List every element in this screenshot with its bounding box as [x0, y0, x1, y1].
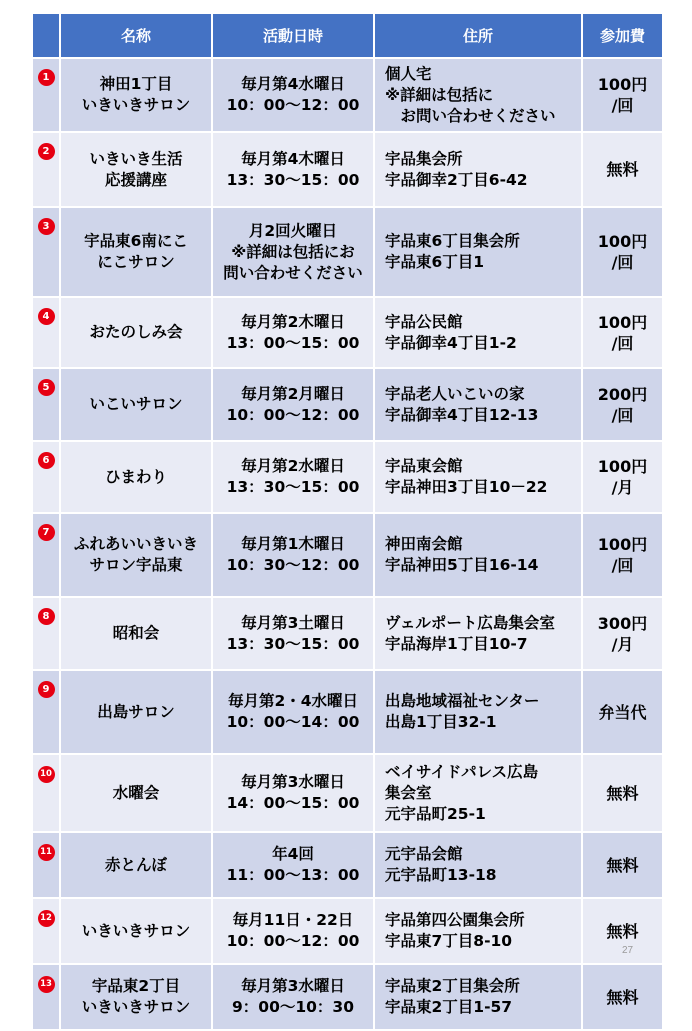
address-line: 宇品公民館	[385, 312, 463, 331]
address-line: 宇品御幸4丁目12-13	[385, 405, 539, 424]
activity-datetime-line: 毎月第2・4水曜日	[227, 692, 359, 710]
address-line: 宇品御幸2丁目6-42	[385, 170, 528, 189]
salon-name-line: 水曜会	[112, 783, 160, 802]
activity-datetime-line: 毎月第2月曜日	[241, 384, 345, 403]
row-number-cell	[32, 754, 60, 832]
table-row	[32, 58, 663, 132]
activity-datetime-cell	[212, 368, 374, 441]
address-line: ヴェルポート広島集会室	[385, 613, 555, 632]
row-number-badge: 3	[38, 218, 55, 235]
row-number-badge: 8	[38, 608, 55, 625]
table-row	[32, 513, 663, 597]
salon-name-line: 昭和会	[112, 624, 160, 642]
address-cell	[374, 207, 582, 297]
activity-datetime-cell	[212, 58, 374, 132]
header-number	[32, 13, 60, 58]
activity-datetime-cell	[212, 207, 374, 297]
table-row	[32, 754, 663, 832]
address-cell	[374, 670, 582, 754]
address-cell	[374, 964, 582, 1030]
activity-datetime-line: 10：30～12：00	[226, 556, 360, 574]
header-fee: 参加費	[582, 13, 663, 58]
address-cell	[374, 513, 582, 597]
fee-line: 100円	[597, 535, 648, 554]
table-header	[32, 13, 663, 58]
fee-line: /回	[611, 333, 634, 353]
activity-datetime-line: 毎月第4水曜日	[241, 75, 345, 93]
row-number-cell	[32, 368, 60, 441]
address-line: 宇品神田3丁目10－22	[385, 478, 548, 496]
row-number-badge: 9	[38, 681, 55, 698]
table-row	[32, 207, 663, 297]
row-number-cell	[32, 832, 60, 898]
fee-line: /月	[611, 634, 634, 654]
salon-name-line: サロン宇品東	[89, 556, 183, 574]
row-number-badge: 11	[38, 844, 55, 861]
salon-name-line: いきいきサロン	[81, 998, 191, 1016]
salon-schedule-table	[31, 12, 664, 1031]
activity-datetime-line: 13：30～15：00	[226, 478, 360, 496]
activity-datetime-line: 毎月第4木曜日	[241, 149, 345, 168]
table-row	[32, 368, 663, 441]
address-cell	[374, 597, 582, 670]
salon-name-cell	[60, 368, 212, 441]
address-line: 元宇品会館	[385, 845, 463, 863]
activity-datetime-line: 毎月11日・22日	[232, 911, 354, 929]
table-body	[32, 58, 663, 1030]
fee-line: 100円	[597, 232, 648, 251]
activity-datetime-line: 10：00～12：00	[226, 405, 360, 424]
row-number-badge: 1	[38, 69, 55, 86]
activity-datetime-cell	[212, 441, 374, 513]
address-line: 集会室	[385, 783, 432, 802]
fee-line: /回	[611, 96, 634, 115]
address-line: 宇品東2丁目1-57	[385, 998, 513, 1016]
table-row	[32, 832, 663, 898]
table-row	[32, 297, 663, 368]
row-number-badge: 7	[38, 524, 55, 541]
address-cell	[374, 441, 582, 513]
activity-datetime-line: 13：00～15：00	[226, 333, 360, 352]
salon-name-line: おたのしみ会	[89, 323, 183, 341]
address-cell	[374, 368, 582, 441]
activity-datetime-cell	[212, 754, 374, 832]
address-line: 元宇品町25-1	[385, 804, 486, 823]
activity-datetime-line: 13：30～15：00	[226, 634, 360, 653]
activity-datetime-line: 毎月第3水曜日	[241, 773, 345, 791]
row-number-cell	[32, 58, 60, 132]
fee-cell	[582, 670, 663, 754]
activity-datetime-cell	[212, 898, 374, 964]
activity-datetime-cell	[212, 597, 374, 670]
row-number-cell	[32, 964, 60, 1030]
salon-name-line: 赤とんぼ	[104, 855, 167, 874]
salon-name-line: いきいきサロン	[81, 96, 191, 114]
address-line: お問い合わせください	[385, 106, 556, 125]
salon-name-line: いこいサロン	[89, 395, 183, 413]
activity-datetime-line: 10：00～14：00	[226, 713, 360, 731]
row-number-cell	[32, 513, 60, 597]
row-number-badge: 12	[38, 910, 55, 927]
activity-datetime-cell	[212, 132, 374, 207]
salon-name-cell	[60, 754, 212, 832]
table-row	[32, 964, 663, 1030]
address-cell	[374, 132, 582, 207]
salon-name-cell	[60, 898, 212, 964]
salon-name-cell	[60, 207, 212, 297]
salon-name-cell	[60, 58, 212, 132]
activity-datetime-line: 毎月第2水曜日	[241, 457, 345, 475]
salon-name-line: いきいきサロン	[81, 921, 191, 940]
salon-name-cell	[60, 297, 212, 368]
fee-cell	[582, 58, 663, 132]
salon-name-cell	[60, 597, 212, 670]
address-line: 出島1丁目32-1	[385, 713, 497, 731]
header-datetime: 活動日時	[212, 13, 374, 58]
row-number-badge: 13	[38, 976, 55, 993]
header-address: 住所	[374, 13, 582, 58]
salon-name-cell	[60, 513, 212, 597]
salon-name-line: 宇品東2丁目	[91, 977, 181, 995]
address-line: 宇品第四公園集会所	[385, 911, 525, 929]
table-row	[32, 670, 663, 754]
fee-line: /回	[611, 253, 634, 272]
fee-cell	[582, 513, 663, 597]
table-row	[32, 132, 663, 207]
fee-line: 300円	[597, 613, 648, 633]
address-line: 宇品東2丁目集会所	[385, 977, 520, 995]
activity-datetime-cell	[212, 670, 374, 754]
activity-datetime-line: 10：00～12：00	[226, 932, 360, 950]
row-number-badge: 5	[38, 379, 55, 396]
activity-datetime-line: 毎月第1木曜日	[241, 535, 345, 553]
fee-line: 無料	[606, 921, 639, 941]
activity-datetime-line: 毎月第2木曜日	[241, 312, 345, 331]
activity-datetime-cell	[212, 297, 374, 368]
header-name: 名称	[60, 13, 212, 58]
fee-line: 弁当代	[598, 702, 647, 722]
address-line: ※詳細は包括に	[385, 85, 494, 104]
salon-name-cell	[60, 832, 212, 898]
table-row	[32, 898, 663, 964]
activity-datetime-line: 10：00～12：00	[226, 96, 360, 114]
fee-line: 100円	[597, 457, 648, 476]
row-number-badge: 2	[38, 143, 55, 160]
fee-line: 100円	[597, 312, 648, 332]
fee-line: /回	[611, 556, 634, 575]
fee-cell	[582, 832, 663, 898]
salon-name-line: いきいき生活	[89, 149, 183, 168]
activity-datetime-line: 毎月第3水曜日	[241, 977, 345, 995]
fee-line: 200円	[597, 384, 648, 404]
address-cell	[374, 832, 582, 898]
table-row	[32, 441, 663, 513]
fee-cell	[582, 368, 663, 441]
address-cell	[374, 898, 582, 964]
salon-name-line: 出島サロン	[97, 702, 175, 721]
address-line: 宇品集会所	[385, 149, 463, 168]
fee-cell	[582, 297, 663, 368]
address-line: 宇品神田5丁目16-14	[385, 556, 539, 574]
address-line: 宇品東6丁目集会所	[385, 232, 520, 250]
salon-name-line: ふれあいいきいき	[73, 535, 198, 553]
fee-line: 無料	[606, 855, 639, 875]
activity-datetime-line: 13：30～15：00	[226, 170, 360, 189]
fee-line: /月	[611, 478, 634, 497]
activity-datetime-cell	[212, 832, 374, 898]
address-line: 神田南会館	[385, 535, 463, 553]
activity-datetime-line: 毎月第3土曜日	[241, 613, 345, 632]
activity-datetime-line: 問い合わせください	[223, 263, 363, 282]
salon-name-line: にこサロン	[97, 253, 175, 271]
row-number-badge: 6	[38, 452, 55, 469]
header-row	[32, 13, 663, 58]
row-number-cell	[32, 898, 60, 964]
table-row	[32, 597, 663, 670]
address-line: 宇品老人いこいの家	[385, 384, 525, 403]
fee-cell	[582, 132, 663, 207]
fee-line: 100円	[597, 75, 648, 94]
address-line: 宇品東会館	[385, 457, 463, 475]
address-cell	[374, 58, 582, 132]
page-number: 27	[622, 945, 634, 956]
salon-name-cell	[60, 132, 212, 207]
fee-line: 無料	[606, 783, 639, 803]
row-number-cell	[32, 441, 60, 513]
fee-line: /回	[611, 405, 634, 425]
row-number-cell	[32, 670, 60, 754]
address-line: ベイサイドパレス広島	[385, 762, 539, 781]
salon-name-line: 神田1丁目	[99, 75, 173, 93]
row-number-cell	[32, 207, 60, 297]
address-line: 宇品東7丁目8-10	[385, 932, 513, 950]
activity-datetime-line: 月2回火曜日	[248, 221, 338, 240]
fee-line: 無料	[606, 160, 639, 179]
row-number-badge: 4	[38, 308, 55, 325]
activity-datetime-line: 11：00～13：00	[226, 866, 360, 884]
fee-cell	[582, 597, 663, 670]
activity-datetime-line: 14：00～15：00	[226, 794, 360, 812]
address-line: 宇品海岸1丁目10-7	[385, 634, 528, 653]
salon-name-line: ひまわり	[104, 467, 167, 486]
activity-datetime-line: 年4回	[272, 845, 314, 863]
fee-line: 無料	[606, 987, 639, 1007]
row-number-cell	[32, 132, 60, 207]
fee-cell	[582, 441, 663, 513]
address-line: 宇品御幸4丁目1-2	[385, 333, 517, 352]
fee-cell	[582, 964, 663, 1030]
activity-datetime-cell	[212, 513, 374, 597]
address-line: 出島地域福祉センター	[385, 692, 540, 710]
address-line: 元宇品町13-18	[385, 866, 497, 884]
activity-datetime-line: ※詳細は包括にお	[231, 242, 355, 261]
address-line: 宇品東6丁目1	[385, 253, 485, 271]
activity-datetime-cell	[212, 964, 374, 1030]
address-line: 個人宅	[385, 64, 432, 83]
address-cell	[374, 297, 582, 368]
salon-name-line: 宇品東6南にこ	[84, 232, 188, 250]
salon-name-line: 応援講座	[104, 170, 167, 189]
row-number-cell	[32, 597, 60, 670]
fee-cell	[582, 207, 663, 297]
salon-name-cell	[60, 964, 212, 1030]
row-number-badge: 10	[38, 766, 55, 783]
salon-name-cell	[60, 670, 212, 754]
fee-cell	[582, 754, 663, 832]
row-number-cell	[32, 297, 60, 368]
address-cell	[374, 754, 582, 832]
salon-name-cell	[60, 441, 212, 513]
activity-datetime-line: 9：00～10：30	[232, 998, 354, 1016]
